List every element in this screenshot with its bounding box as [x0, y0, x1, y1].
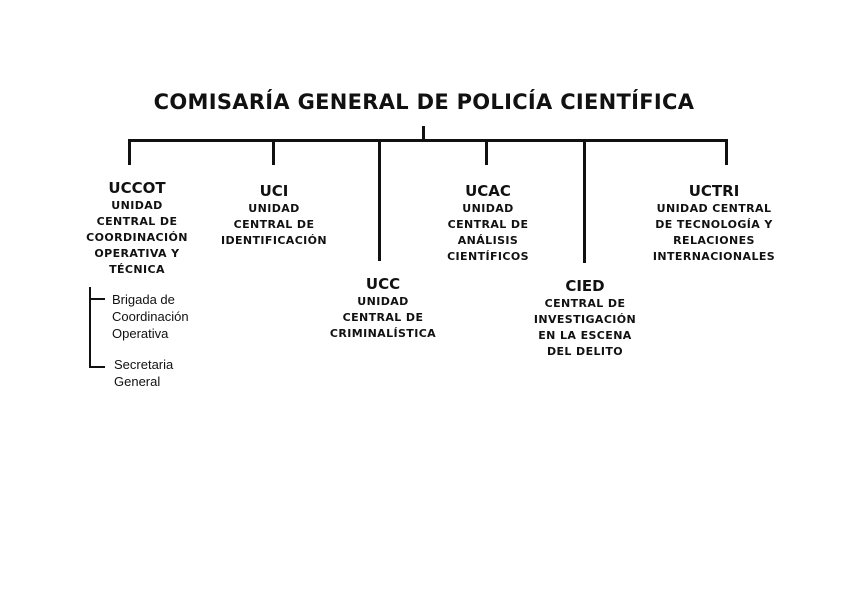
branch-uccot	[128, 139, 131, 165]
sub-branch-tick-2	[89, 366, 105, 368]
unit-name: UNIDAD CENTRAL DE CRIMINALÍSTICA	[329, 295, 437, 340]
sub-branch-tick-1	[89, 298, 105, 300]
unit-uccot	[66, 178, 208, 278]
unit-name: UNIDAD CENTRAL DE COORDINACIÓN OPERATIVA Y TÉCNICA	[86, 199, 188, 276]
unit-uci	[204, 181, 344, 249]
chart-title: COMISARÍA GENERAL DE POLICÍA CIENTÍFICA	[153, 90, 695, 114]
unit-acronym: UCTRI	[688, 182, 740, 200]
branch-ucc	[378, 139, 381, 261]
unit-ucc	[310, 274, 456, 342]
unit-uctri	[638, 181, 790, 265]
unit-acronym: UCC	[365, 275, 401, 293]
sub-unit-secretaria: Secretaria General	[114, 357, 174, 389]
branch-cied	[583, 139, 586, 263]
branch-ucac	[485, 139, 488, 165]
unit-acronym: UCAC	[465, 182, 511, 200]
unit-name: CENTRAL DE INVESTIGACIÓN EN LA ESCENA DEL DELITO	[533, 297, 637, 358]
root-stem	[422, 126, 425, 140]
unit-ucac	[418, 181, 558, 265]
sub-unit-brigada: Brigada de Coordinación Operativa	[112, 292, 189, 341]
unit-acronym: UCCOT	[108, 179, 166, 197]
branch-uctri	[725, 139, 728, 165]
unit-name: UNIDAD CENTRAL DE IDENTIFICACIÓN	[220, 202, 328, 247]
unit-cied	[514, 276, 656, 360]
branch-uci	[272, 139, 275, 165]
unit-acronym: UCI	[259, 182, 289, 200]
horizontal-bus	[128, 139, 728, 142]
unit-acronym: CIED	[565, 277, 605, 295]
unit-name: UNIDAD CENTRAL DE ANÁLISIS CIENTÍFICOS	[447, 202, 529, 263]
unit-name: UNIDAD CENTRAL DE TECNOLOGÍA Y RELACIONES INTERNACIONALES	[652, 202, 776, 263]
